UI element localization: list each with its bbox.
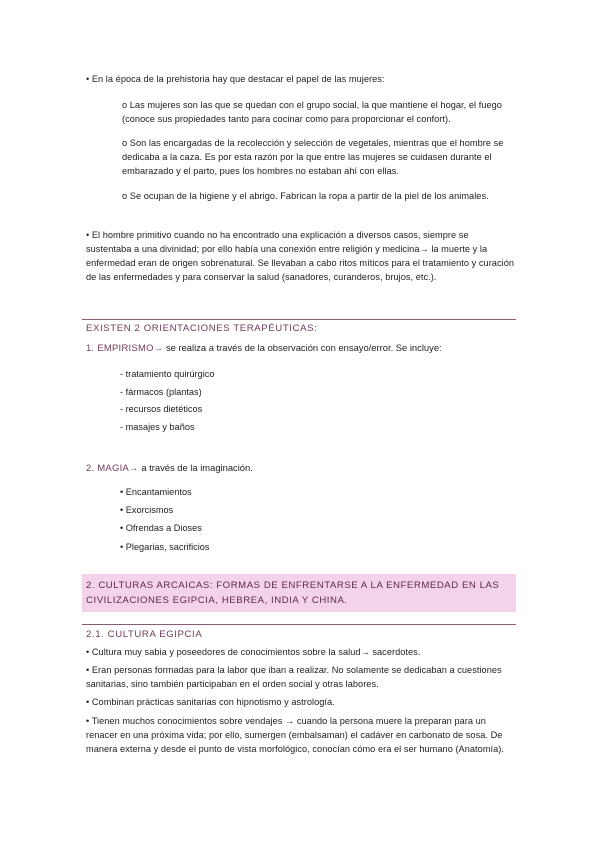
empirismo-label: 1. EMPIRISMO→ [86,342,164,353]
primitive-man-bullet: • El hombre primitivo cuando no ha encontrado una explicación a diversos casos, siempre se sustentaba a una divinidad; por ello había una conexión entre religión y medicina→ la muerte y la enfermedad eran de origen sobrenatural. Se llevaban a cabo ritos míticos para el tratamiento y curación de las enfermedades y para conservar la salud (sanadores, curanderos, brujos, etc.). [86,230,515,282]
magia-text: a través de la imaginación. [138,462,253,473]
empirismo-line [86,341,442,355]
list-item: - tratamiento quirúrgico [120,369,215,379]
egypt-bullet-2: • Eran personas formadas para la labor que iban a realizar. No solamente se dedicaban a cuestiones sanitarias, sino también participaban en el orden social y otras labores. [86,665,502,689]
list-item: - masajes y baños [120,422,195,432]
list-item: - recursos dietéticos [120,404,203,414]
list-item: • Encantamientos [120,487,192,497]
list-item: • Exorcismos [120,505,174,515]
sub-point-3: o Se ocupan de la higiene y el abrigo. Fabrican la ropa a partir de la piel de los animales. [122,191,489,201]
egypt-bullet-1: • Cultura muy sabia y poseedores de conocimientos sobre la salud→ sacerdotes. [86,647,421,657]
section-heading: 2. CULTURAS ARCAICAS: FORMAS DE ENFRENTARSE A LA ENFERMEDAD EN LAS CIVILIZACIONES EGIPCIA, HEBREA, INDIA Y CHINA. [86,580,500,606]
magia-label: 2. MAGIA→ [86,462,139,473]
egypt-bullet-3: • Combinan prácticas sanitarias con hipnotismo y astrología. [86,697,335,707]
orientations-heading: EXISTEN 2 ORIENTACIONES TERAPÉUTICAS: [86,323,318,334]
intro-bullet: • En la época de la prehistoria hay que destacar el papel de las mujeres: [86,74,385,84]
sub-point-1: o Las mujeres son las que se quedan con el grupo social, la que mantiene el hogar, el fuego (conoce sus propiedades tanto para cocinar como para proporcionar el confort). [122,100,502,124]
sub-point-2: o Son las encargadas de la recolección y selección de vegetales, mientras que el hombre se dedicaba a la caza. Es por esta razón por la que entre las mujeres se cuidasen durante el embarazado y el parto, pues los hombres no estaban ahí con ellas. [122,138,504,176]
section-heading-band [82,574,516,612]
empirismo-text: se realiza a través de la observación con ensayo/error. Se incluye: [163,342,442,353]
subsection-heading: 2.1. CULTURA EGIPCIA [86,629,203,640]
magia-line [86,461,253,475]
egypt-bullet-4: • Tienen muchos conocimientos sobre vendajes → cuando la persona muere la preparan para un renacer en una próxima vida; por ello, sumergen (embalsaman) el cadáver en carbonato de sosa. De manera externa y desde el punto de vista morfológico, conocían cómo era el ser humano (Anatomía). [86,716,504,754]
divider-line [82,624,516,625]
divider-line [82,319,516,320]
list-item: • Ofrendas a Dioses [120,523,202,533]
list-item: • Plegarias, sacrificios [120,542,210,552]
list-item: - fármacos (plantas) [120,387,202,397]
